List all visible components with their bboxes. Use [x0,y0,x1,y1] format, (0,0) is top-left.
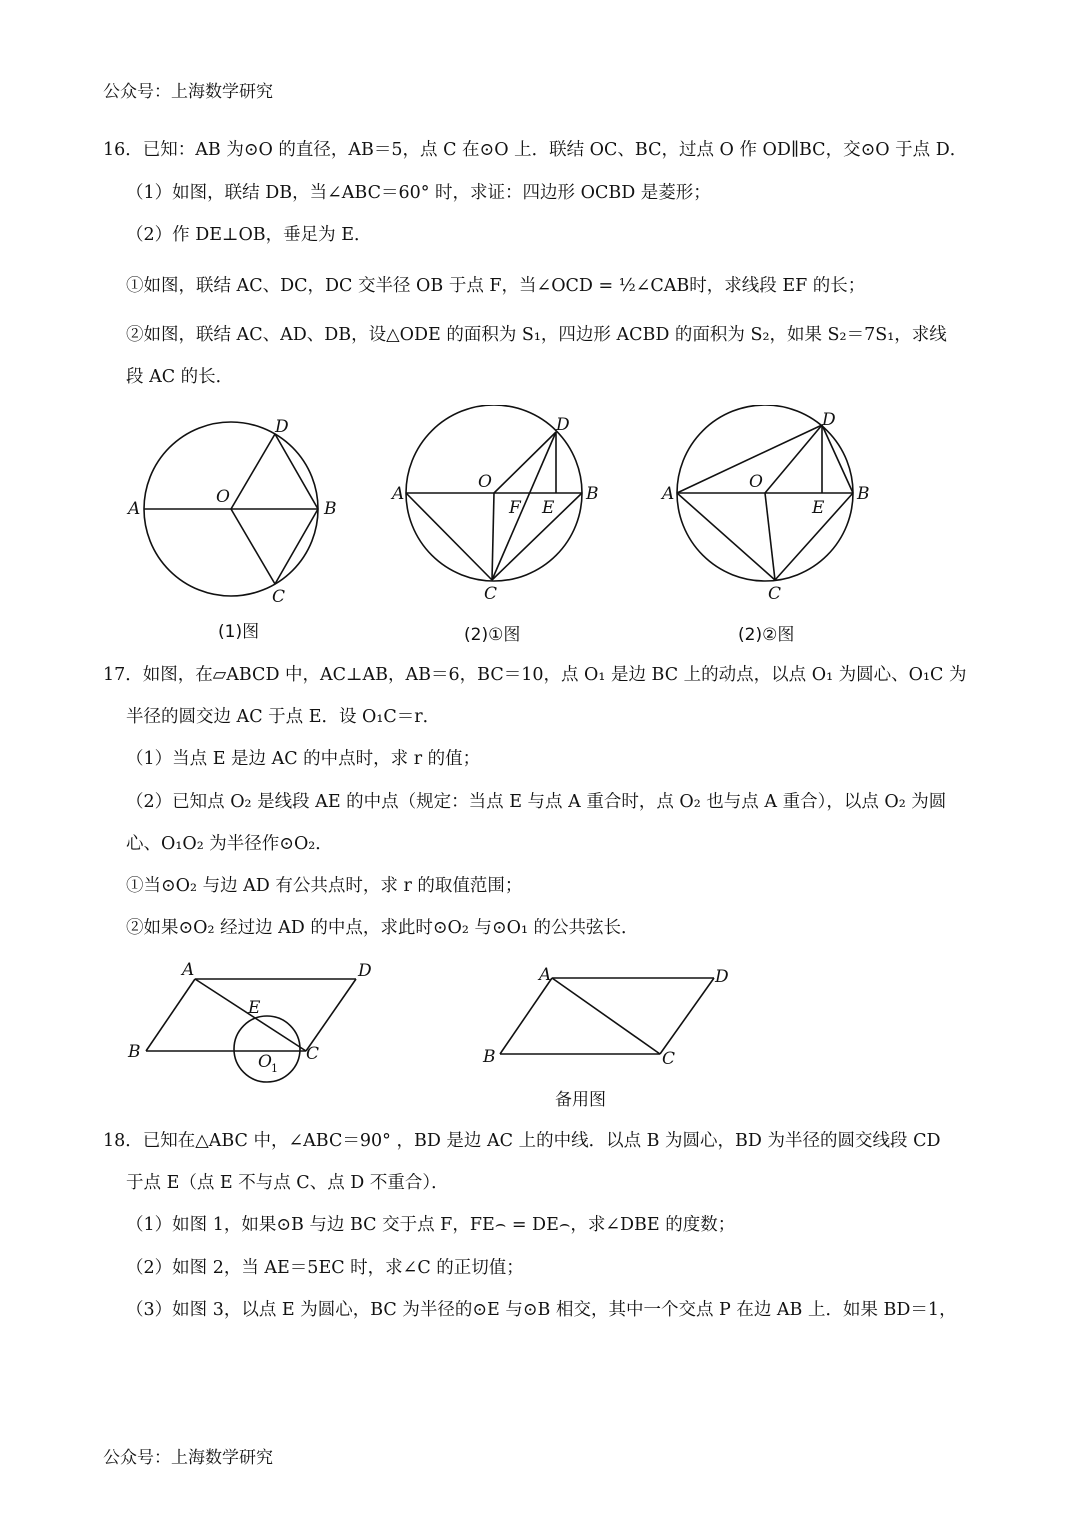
q16-line-2: （1）如图，联结 DB，当∠ABC＝60° 时，求证：四边形 OCBD 是菱形； [126,183,711,203]
label-d: D [822,410,836,430]
q17-line-1: 17．如图，在▱ABCD 中，AC⊥AB，AB＝6，BC＝10，点 O₁ 是边 BC 上的动点，以点 O₁ 为圆心、O₁C 为 [103,665,967,685]
segment-oc [492,493,494,580]
label-o1-sub: 1 [271,1062,278,1075]
label-c: C [484,584,498,604]
q16-caption-1: (1)图 [218,622,260,642]
q18-line-3: （1）如图 1，如果⊙B 与边 BC 交于点 F，FE⌢ = DE⌢，求∠DBE 的度数； [126,1215,736,1235]
q17-line-4: （2）已知点 O₂ 是线段 AE 的中点（规定：当点 E 与点 A 重合时，点 O₂ 也与点 A 重合），以点 O₂ 为圆 [126,792,947,812]
label-o: O [478,472,492,492]
segment-ac [552,978,660,1054]
segment-oc [765,493,775,580]
label-a: A [128,499,141,519]
q17-line-6: ①当⊙O₂ 与边 AD 有公共点时，求 r 的取值范围； [126,876,523,896]
q17-line-3: （1）当点 E 是边 AC 的中点时，求 r 的值； [126,749,481,769]
q16-line-4: ①如图，联结 AC、DC，DC 交半径 OB 于点 F，当∠OCD = ½∠CAB时，求线段 EF 的长； [126,276,866,296]
q17-figure-1 [120,955,390,1085]
segment-od [231,434,275,509]
q17-caption: 备用图 [555,1090,606,1110]
label-b: B [586,484,599,504]
label-b: B [324,499,337,519]
q18-line-1: 18．已知在△ABC 中，∠ABC＝90° ，BD 是边 AC 上的中线．以点 B 为圆心，BD 为半径的圆交线段 CD [103,1131,941,1151]
q18-line-5: （3）如图 3，以点 E 为圆心，BC 为半径的⊙E 与⊙B 相交，其中一个交点 P 在边 AB 上．如果 BD＝1， [126,1300,957,1320]
segment-od [494,432,556,493]
label-b: B [128,1042,141,1062]
q16-figure-3 [660,405,890,605]
label-a: A [182,960,195,980]
label-b: B [483,1047,496,1067]
q18-line-4: （2）如图 2，当 AE＝5EC 时，求∠C 的正切值； [126,1258,524,1278]
segment-db [275,434,318,509]
segment-dc [306,979,356,1051]
label-e: E [248,998,261,1018]
q16-figure-2 [388,405,618,605]
label-f: F [509,498,521,518]
label-d: D [715,967,729,987]
label-c: C [272,587,286,607]
q18-line-2: 于点 E（点 E 不与点 C、点 D 不重合）． [126,1173,449,1193]
label-e: E [812,498,825,518]
label-a: A [662,484,675,504]
segment-dc [660,978,714,1054]
label-c: C [768,584,782,604]
q17-line-5: 心、O₁O₂ 为半径作⊙O₂． [126,834,333,854]
page-footer: 公众号：上海数学研究 [103,1448,273,1468]
label-d: D [275,417,289,437]
segment-ac [677,493,775,580]
q16-line-3: （2）作 DE⊥OB，垂足为 E． [126,225,372,245]
segment-oc [231,509,275,584]
segment-od [765,425,822,493]
segment-cb [275,509,318,584]
label-o: O [216,487,230,507]
label-d: D [556,415,570,435]
segment-db [822,425,853,493]
q16-line-1: 16．已知：AB 为⊙O 的直径，AB＝5，点 C 在⊙O 上．联结 OC、BC，过点 O 作 OD∥BC，交⊙O 于点 D． [103,140,968,160]
label-o: O [749,472,763,492]
label-o1: O [258,1052,272,1072]
page-header: 公众号：上海数学研究 [103,82,273,102]
q16-line-6: 段 AC 的长． [126,367,234,387]
segment-ac [406,493,492,580]
label-e: E [542,498,555,518]
label-d: D [358,961,372,981]
label-a: A [539,965,552,985]
q16-line-5: ②如图，联结 AC、AD、DB，设△ODE 的面积为 S₁，四边形 ACBD 的面积为 S₂，如果 S₂＝7S₁，求线 [126,325,947,345]
label-a: A [392,484,405,504]
q16-figure-1 [120,408,350,608]
label-c: C [306,1044,320,1064]
q17-line-2: 半径的圆交边 AC 于点 E．设 O₁C＝r． [126,707,441,727]
segment-ab [146,979,195,1051]
label-c: C [662,1049,676,1069]
q17-figure-spare [480,958,740,1078]
segment-cb [492,493,582,580]
q16-caption-2: (2)①图 [464,625,521,645]
segment-ab [500,978,552,1054]
q17-line-7: ②如果⊙O₂ 经过边 AD 的中点，求此时⊙O₂ 与⊙O₁ 的公共弦长． [126,918,639,938]
label-b: B [857,484,870,504]
q16-caption-3: (2)②图 [738,625,795,645]
